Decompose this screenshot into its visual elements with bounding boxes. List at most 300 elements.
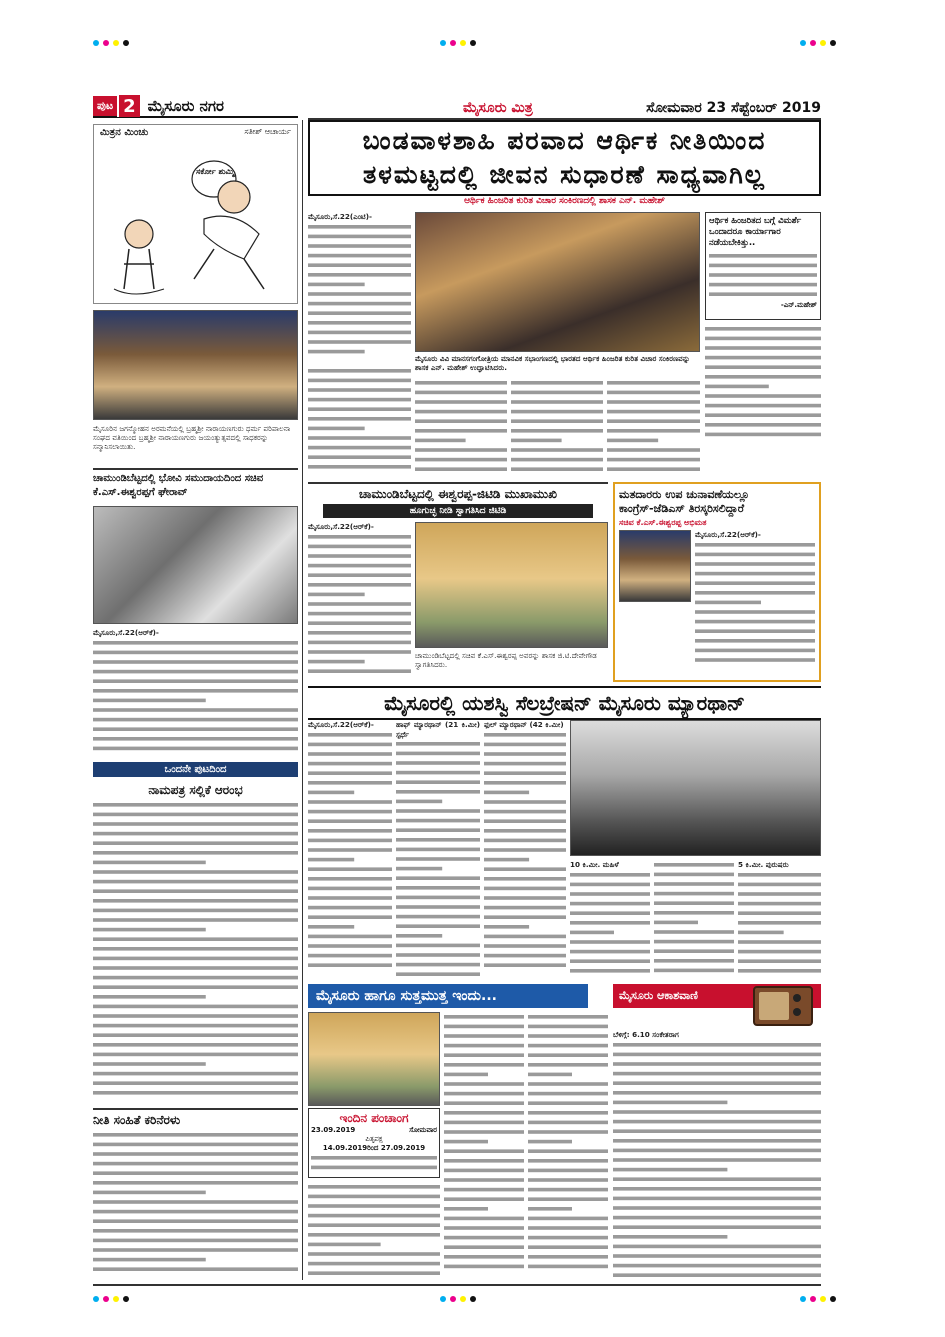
text-line (613, 1110, 821, 1114)
text-line (695, 543, 815, 547)
text-line (484, 857, 529, 861)
byelection-dateline: ಮೈಸೂರು,ಸೆ.22(ಆರ್‌ಕೆ)- (695, 530, 761, 539)
text-line (695, 552, 815, 556)
text-line (308, 1252, 440, 1256)
text-line (308, 669, 411, 673)
text-line (484, 742, 566, 746)
text-line (93, 918, 298, 922)
text-line (415, 439, 466, 443)
text-line (308, 838, 392, 842)
text-line (613, 1062, 821, 1066)
text-line (415, 429, 507, 433)
text-line (738, 940, 821, 944)
text-line (396, 925, 480, 929)
text-line (308, 349, 365, 353)
text-line (607, 467, 700, 471)
text-line (570, 930, 614, 934)
text-line (93, 928, 206, 932)
text-line (93, 1014, 298, 1018)
km10-label: 10 ಕಿ.ಮೀ. ಮಹಿಳೆ (570, 860, 619, 869)
text-lines (308, 532, 411, 676)
lead-dateline: ಮೈಸೂರು,ಸೆ.22(ಎಂಟಿ)- (308, 212, 372, 221)
text-line (93, 1200, 298, 1204)
text-line (570, 969, 650, 973)
text-line (705, 423, 821, 427)
gherao-photo (93, 506, 298, 624)
text-line (528, 1207, 572, 1211)
text-line (613, 1187, 821, 1191)
text-lines (613, 1040, 821, 1280)
text-line (308, 611, 411, 615)
niti-text (93, 1130, 298, 1280)
text-line (308, 330, 411, 334)
text-line (613, 1206, 821, 1210)
text-line (511, 458, 603, 462)
text-line (396, 934, 442, 938)
text-line (654, 882, 734, 886)
text-line (738, 949, 821, 953)
text-line (396, 809, 480, 813)
text-line (613, 1119, 821, 1123)
text-line (308, 465, 411, 469)
text-line (93, 650, 298, 654)
text-line (695, 619, 815, 623)
byelection-headline-2: ಕಾಂಗ್ರೆಸ್-ಜೆಡಿಎಸ್ ತಿರಸ್ಕರಿಸಲಿದ್ದಾರೆ (619, 502, 745, 515)
rule-left-1 (93, 468, 298, 470)
text-line (613, 1167, 727, 1171)
text-line (444, 1236, 524, 1240)
text-line (528, 1082, 608, 1086)
events-text-col2 (528, 1012, 608, 1280)
text-line (415, 448, 507, 452)
text-line (484, 752, 566, 756)
text-line (528, 1197, 608, 1201)
text-line (444, 1245, 524, 1249)
text-line (396, 819, 480, 823)
text-line (93, 803, 298, 807)
text-line (444, 1169, 524, 1173)
text-line (570, 959, 650, 963)
text-lines (511, 378, 603, 474)
text-line (415, 391, 507, 395)
text-line (528, 1149, 608, 1153)
text-line (695, 639, 815, 643)
text-line (396, 771, 480, 775)
marathon-headline: ಮೈಸೂರಲ್ಲಿ ಯಶಸ್ವಿ ಸೆಲಬ್ರೇಷನ್ ಮೈಸೂರು ಮ್ಯಾರಥಾನ್ (308, 686, 821, 720)
text-line (308, 225, 411, 229)
text-line (444, 1140, 488, 1144)
lead-sidebox (705, 212, 821, 320)
text-line (93, 966, 298, 970)
text-line (93, 880, 298, 884)
gherao-text (93, 628, 298, 758)
text-line (308, 1214, 440, 1218)
text-line (396, 857, 480, 861)
rule-left-2 (93, 1108, 298, 1110)
text-line (93, 746, 298, 750)
marathon-photo (570, 720, 821, 856)
text-line (613, 1254, 821, 1258)
text-line (444, 1149, 524, 1153)
text-line (528, 1140, 572, 1144)
text-line (654, 969, 734, 973)
text-line (484, 905, 566, 909)
text-line (308, 733, 392, 737)
text-lines (311, 1153, 437, 1172)
text-line (607, 439, 658, 443)
text-lines (444, 1012, 524, 1271)
text-line (93, 1181, 298, 1185)
text-line (93, 1191, 206, 1195)
text-line (705, 404, 821, 408)
text-line (308, 427, 365, 431)
text-line (484, 781, 566, 785)
text-line (308, 659, 365, 663)
text-line (308, 1262, 440, 1266)
text-line (709, 264, 817, 268)
marathon-text-col6 (738, 860, 821, 978)
text-line (308, 446, 411, 450)
text-line (93, 976, 298, 980)
text-line (528, 1053, 608, 1057)
text-line (308, 896, 392, 900)
lead-text-col4 (607, 378, 700, 478)
text-line (484, 896, 566, 900)
text-line (528, 1217, 608, 1221)
text-line (484, 848, 566, 852)
text-line (308, 650, 411, 654)
text-lines (308, 222, 411, 356)
text-line (484, 953, 566, 957)
text-line (709, 283, 817, 287)
continued-banner: ಒಂದನೇ ಪುಟದಿಂದ (93, 762, 298, 777)
text-line (308, 934, 392, 938)
text-line (607, 391, 700, 395)
lead-text-col1b (308, 366, 411, 478)
text-line (613, 1177, 821, 1181)
panchanga-box (308, 1108, 440, 1178)
gtd-caption: ಚಾಮುಂಡಿಬೆಟ್ಟದಲ್ಲಿ ಸಚಿವ ಕೆ.ಎಸ್.ಈಶ್ವರಪ್ಪ ಅವರನ್ನು ಶಾಸಕ ಜಿ.ಟಿ.ದೇವೇಗೌಡ ಸ್ವಾಗತಿಸಿದರು. (415, 651, 597, 669)
text-line (93, 1091, 298, 1095)
text-line (93, 1210, 298, 1214)
text-line (444, 1197, 524, 1201)
text-line (308, 781, 392, 785)
text-line (93, 1072, 298, 1076)
page-tag: ಪುಟ (93, 96, 117, 116)
radio-schedule (613, 1030, 821, 1280)
text-line (308, 436, 411, 440)
text-line (528, 1130, 608, 1134)
text-line (695, 629, 815, 633)
text-line (308, 963, 392, 967)
text-line (484, 761, 566, 765)
text-line (311, 1166, 437, 1170)
text-line (709, 273, 817, 277)
cartoon-title: ಮಿತ್ರನ ಮಿಂಚು (100, 127, 149, 138)
text-line (93, 1152, 298, 1156)
text-line (93, 737, 298, 741)
text-line (93, 660, 298, 664)
text-line (396, 867, 442, 871)
text-line (444, 1111, 524, 1115)
text-line (308, 253, 411, 257)
text-line (613, 1081, 821, 1085)
marathon-dateline: ಮೈಸೂರು,ಸೆ.22(ಆರ್‌ಕೆ)- (308, 720, 374, 729)
text-line (528, 1034, 608, 1038)
registration-marks-bottom-center (440, 1296, 476, 1302)
text-line (484, 867, 566, 871)
marathon-text-col5 (654, 860, 734, 978)
text-line (93, 1239, 298, 1243)
text-line (654, 940, 734, 944)
text-line (709, 292, 817, 296)
text-line (308, 417, 411, 421)
text-line (511, 439, 562, 443)
radio-heading-text: ಮೈಸೂರು ಆಕಾಶವಾಣಿ (619, 989, 698, 1002)
lead-headline-line2: ತಳಮಟ್ಟದಲ್ಲಿ ಜೀವನ ಸುಧಾರಣೆ ಸಾಧ್ಯವಾಗಿಲ್ಲ (363, 160, 766, 189)
gherao-dateline: ಮೈಸೂರು,ಸೆ.22(ಆರ್‌ಕೆ)- (93, 628, 159, 637)
text-line (308, 1185, 440, 1189)
page-number: 2 (117, 95, 140, 117)
text-lines (415, 378, 507, 474)
text-line (415, 458, 507, 462)
text-line (484, 819, 566, 823)
text-line (308, 1195, 440, 1199)
text-line (93, 1258, 206, 1262)
text-line (613, 1148, 821, 1152)
byelection-box (613, 482, 821, 682)
masthead: ಮೈಸೂರು ಮಿತ್ರ (463, 100, 533, 116)
rule-mid-1 (308, 482, 608, 484)
text-line (528, 1063, 608, 1067)
text-line (308, 640, 411, 644)
registration-marks-top-left (93, 40, 129, 46)
text-line (93, 698, 206, 702)
text-line (511, 381, 603, 385)
text-line (93, 870, 298, 874)
text-line (528, 1015, 608, 1019)
text-line (93, 689, 298, 693)
text-line (613, 1225, 821, 1229)
text-line (444, 1063, 524, 1067)
text-line (528, 1236, 608, 1240)
text-line (607, 448, 700, 452)
text-line (613, 1052, 821, 1056)
text-line (93, 822, 298, 826)
text-line (613, 1273, 821, 1277)
text-line (528, 1188, 608, 1192)
text-line (738, 873, 821, 877)
cartoon-drawing (94, 139, 297, 304)
newspaper-page (93, 96, 821, 1286)
text-line (695, 610, 815, 614)
byelection-text (695, 530, 815, 670)
text-line (528, 1121, 608, 1125)
text-line (444, 1025, 524, 1029)
text-line (308, 848, 392, 852)
events-text-col1 (444, 1012, 524, 1280)
text-line (705, 385, 769, 389)
text-line (93, 1062, 206, 1066)
text-line (93, 1053, 298, 1057)
lead-photo-caption: ಮೈಸೂರು ವಿವಿ ಮಾನಸಗಂಗೋತ್ರಿಯ ಮಾನವಿಕ ಸಭಾಂಗಣದಲ್ಲಿ ಭಾರತದ ಆರ್ಥಿಕ ಹಿಂಜರಿತ ಕುರಿತ ವಿಚಾರ ಸಂಕಿರಣವನ್ನು ಶಾಸಕ ಎನ್. ಮಹೇಶ್ ಉದ್ಘಾಟಿಸಿದರು. (415, 354, 691, 372)
text-line (308, 369, 411, 373)
text-line (613, 1100, 727, 1104)
text-line (415, 400, 507, 404)
text-line (444, 1188, 524, 1192)
text-line (308, 301, 411, 305)
marathon-text-col4 (570, 860, 650, 978)
jayanthi-caption: ಮೈಸೂರಿನ ಜಗನ್ಮೋಹನ ಅರಮನೆಯಲ್ಲಿ ಬ್ರಹ್ಮಶ್ರೀ ನಾರಾಯಣಗುರು ಧರ್ಮ ಪರಿಪಾಲನಾ ಸಂಘದ ವತಿಯಿಂದ ಬ್ರಹ್ಮಶ್ರೀ ನಾರಾಯಣಗುರು ಜಯಂತ್ಯುತ್ಸವದಲ್ಲಿ ಸಾಧಕರನ್ನು ಸನ್ಮಾನಿಸಲಾಯಿತು. (93, 424, 291, 451)
text-line (308, 1223, 440, 1227)
text-line (484, 934, 566, 938)
text-line (695, 600, 761, 604)
text-line (613, 1215, 821, 1219)
text-line (444, 1015, 524, 1019)
lead-text-col3 (511, 378, 603, 478)
registration-marks-top-center (440, 40, 476, 46)
panchanga-range: 14.09.2019ರಿಂದ 27.09.2019 (322, 1144, 426, 1152)
text-line (444, 1092, 524, 1096)
text-line (511, 391, 603, 395)
events-heading: ಮೈಸೂರು ಹಾಗೂ ಸುತ್ತಮುತ್ತ ಇಂದು... (308, 984, 588, 1008)
cartoon-box (93, 124, 298, 304)
text-line (570, 901, 650, 905)
byelection-headline-1: ಮತದಾರರು ಉಪ ಚುನಾವಣೆಯಲ್ಲೂ (619, 488, 750, 501)
text-line (308, 311, 411, 315)
text-line (705, 394, 821, 398)
text-line (709, 254, 817, 258)
text-line (738, 901, 821, 905)
text-line (308, 886, 392, 890)
text-line (444, 1159, 524, 1163)
text-line (308, 455, 411, 459)
text-line (93, 1033, 298, 1037)
text-line (308, 273, 411, 277)
gtd-dateline: ಮೈಸೂರು,ಸೆ.22(ಆರ್‌ಕೆ)- (308, 522, 374, 531)
events-text-col0 (308, 1182, 440, 1280)
text-line (308, 321, 411, 325)
text-line (607, 458, 700, 462)
text-lines (709, 251, 817, 299)
text-lines (396, 739, 480, 978)
text-line (444, 1226, 524, 1230)
text-line (93, 717, 298, 721)
text-line (613, 1129, 821, 1133)
text-line (444, 1121, 524, 1125)
text-line (308, 292, 411, 296)
text-line (93, 899, 298, 903)
text-line (308, 244, 411, 248)
panchanga-day: ಸೋಮವಾರ (409, 1126, 437, 1134)
text-line (396, 877, 480, 881)
text-line (396, 886, 480, 890)
text-line (93, 1005, 298, 1009)
text-line (607, 410, 700, 414)
text-line (738, 969, 821, 973)
text-line (444, 1265, 524, 1269)
text-line (93, 1043, 298, 1047)
radio-first-line: ಬೆಳಿಗ್ಗೆ: 6.10 ಸಂಕೇತರಾಗ (613, 1030, 679, 1039)
text-line (528, 1169, 608, 1173)
text-line (738, 930, 784, 934)
text-line (484, 771, 566, 775)
text-line (93, 1143, 298, 1147)
text-line (705, 413, 821, 417)
text-line (528, 1245, 608, 1249)
lead-text-col1 (308, 212, 411, 362)
text-line (705, 327, 821, 331)
radio-icon (753, 986, 813, 1026)
text-line (308, 953, 392, 957)
text-line (311, 1156, 437, 1160)
text-line (308, 1204, 440, 1208)
text-line (308, 925, 354, 929)
gtd-headline: ಚಾಮುಂಡಿಬೆಟ್ಟದಲ್ಲಿ ಈಶ್ವರಪ್ಪ-ಜಿಟಿಡಿ ಮುಖಾಮುಖಿ (359, 487, 557, 501)
panchanga-month: ಪಿತೃಪಕ್ಷ (365, 1135, 383, 1143)
text-line (570, 892, 650, 896)
text-line (308, 544, 411, 548)
text-line (528, 1044, 608, 1048)
text-line (93, 1162, 298, 1166)
text-lines (528, 1012, 608, 1271)
text-line (654, 873, 734, 877)
text-line (93, 727, 298, 731)
text-line (415, 381, 507, 385)
text-line (308, 809, 392, 813)
namapatra-text (93, 800, 298, 1105)
text-line (570, 882, 650, 886)
byelection-photo (619, 530, 691, 602)
text-line (308, 573, 411, 577)
text-line (396, 742, 480, 746)
text-line (93, 641, 298, 645)
text-line (705, 375, 821, 379)
text-lines (654, 860, 734, 975)
text-line (93, 1133, 298, 1137)
text-line (607, 419, 700, 423)
text-line (93, 679, 298, 683)
text-line (415, 410, 507, 414)
text-line (93, 1267, 298, 1271)
text-line (396, 790, 480, 794)
lead-kicker: ಆರ್ಥಿಕ ಹಿಂಜರಿತ ಕುರಿತ ವಿಚಾರ ಸಂಕಿರಣದಲ್ಲಿ ಶಾಸಕ ಎನ್. ಮಹೇಶ್ (464, 196, 665, 206)
text-line (613, 1043, 821, 1047)
cartoon-speech-bubble: ಸರ್ಕೋ ಶುಮ್ಮಿ (196, 167, 235, 176)
text-line (705, 433, 821, 437)
text-line (484, 733, 566, 737)
text-line (654, 863, 734, 867)
text-line (528, 1111, 608, 1115)
text-line (444, 1053, 524, 1057)
text-line (308, 234, 411, 238)
text-line (528, 1255, 608, 1259)
palace-photo (308, 1012, 440, 1106)
lead-text-col2 (415, 378, 507, 478)
text-line (93, 841, 298, 845)
text-line (654, 959, 734, 963)
lead-photo (415, 212, 700, 352)
issue-date: ಸೋಮವಾರ 23 ಸೆಪ್ಟೆಂಬರ್ 2019 (646, 100, 821, 116)
text-line (528, 1178, 608, 1182)
gherao-headline: ಚಾಮುಂಡಿಬೆಟ್ಟದಲ್ಲಿ ಭೋವಿ ಸಮುದಾಯದಿಂದ ಸಚಿವ ಕೆ.ಎಸ್.ಈಶ್ವರಪ್ಪಗೆ ಘೇರಾವ್ (93, 473, 264, 498)
section-name: ಮೈಸೂರು ನಗರ (147, 97, 224, 115)
text-line (528, 1265, 608, 1269)
text-line (396, 953, 480, 957)
text-line (93, 995, 206, 999)
text-line (484, 877, 566, 881)
text-line (415, 419, 507, 423)
